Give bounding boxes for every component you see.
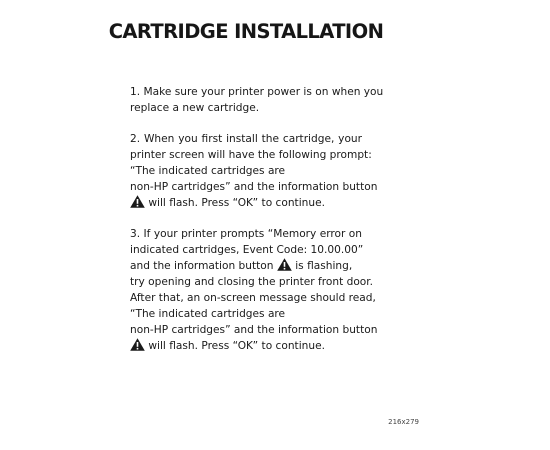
warning-triangle-icon <box>130 338 145 351</box>
page-title: CARTRIDGE INSTALLATION <box>108 20 384 43</box>
step-3-line: try opening and closing the printer front door. <box>130 276 374 288</box>
step-3-line-text: is flashing, <box>291 260 353 272</box>
step-2 <box>130 131 378 211</box>
step-1-line: replace a new cartridge. <box>130 102 260 114</box>
warning-triangle-icon <box>130 195 145 208</box>
step-3-line-text: will flash. Press “OK” to continue. <box>145 340 325 352</box>
step-2-line: 2. When you first install the cartridge, your <box>130 133 362 145</box>
step-3-line <box>130 258 362 274</box>
step-2-line: printer screen will have the following prompt: <box>130 149 372 161</box>
step-3-line: indicated cartridges, Event Code: 10.00.00” <box>130 244 364 256</box>
step-3-line <box>130 338 362 354</box>
step-1-line: 1. Make sure your printer power is on when you <box>130 86 384 98</box>
step-2-line-text: will flash. Press “OK” to continue. <box>145 197 325 209</box>
step-3-line: non-HP cartridges” and the information button <box>130 324 378 336</box>
page-size-note: 216x279 <box>388 418 419 426</box>
step-3-line: After that, an on-screen message should read, <box>130 292 376 304</box>
step-3-line: 3. If your printer prompts “Memory error on <box>130 228 362 240</box>
instructions <box>130 84 384 369</box>
step-2-line: non-HP cartridges” and the information button <box>130 181 378 193</box>
step-1 <box>130 84 384 116</box>
step-3-line-text: and the information button <box>130 260 277 272</box>
step-3-line: “The indicated cartridges are <box>130 308 286 320</box>
step-2-line: “The indicated cartridges are <box>130 165 286 177</box>
warning-triangle-icon <box>277 258 292 271</box>
step-3 <box>130 226 378 354</box>
step-2-line <box>130 195 362 211</box>
